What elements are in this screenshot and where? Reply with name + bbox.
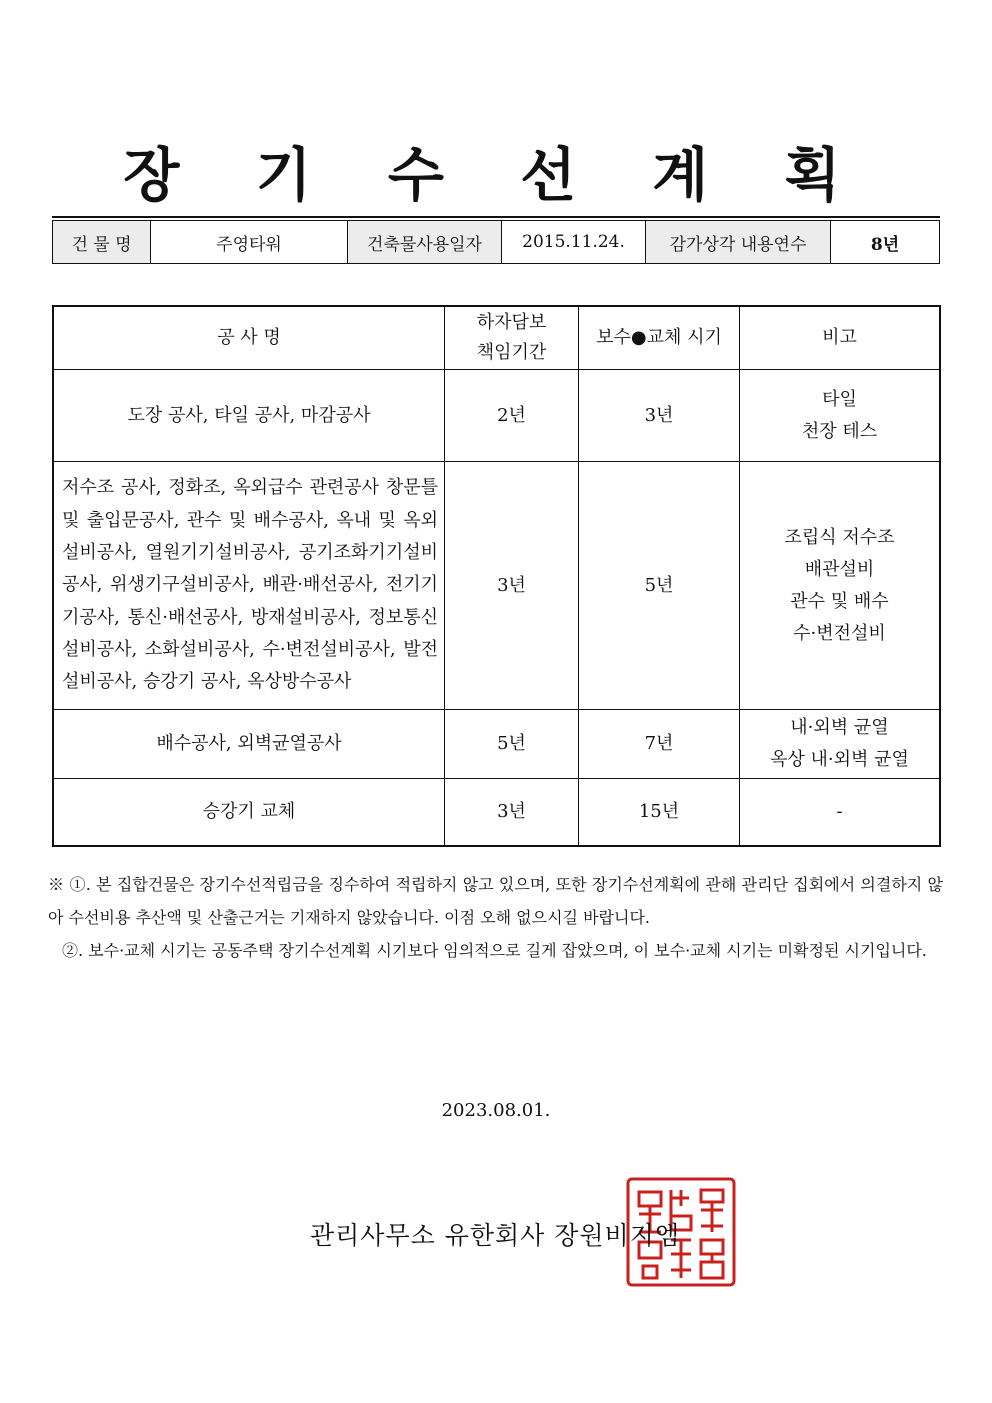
warranty-cell: 3년 [445,779,579,846]
note-line: 천장 테스 [801,420,878,442]
header-cycle: 보수●교체 시기 [579,306,740,370]
cycle-cell: 15년 [579,779,740,846]
header-note: 비고 [740,306,941,370]
note-line: 내·외벽 균열 [790,717,889,738]
table-row [53,710,940,779]
depreciation-value: 8년 [831,221,940,264]
depreciation-label: 감가상각 내용연수 [646,221,831,264]
table-row [53,370,940,462]
use-date-label: 건축물사용일자 [348,221,502,264]
cycle-cell: 3년 [579,370,740,462]
cycle-cell: 5년 [579,462,740,710]
work-cell: 배수공사, 외벽균열공사 [53,710,445,779]
table-header-row [53,306,940,370]
note-line: 관수 및 배수 [790,590,889,612]
document-date: 2023.08.01. [441,1100,551,1121]
header-work: 공 사 명 [53,306,445,370]
building-info-table [52,220,940,264]
title-rule [52,216,940,218]
table-row [53,779,940,846]
building-name-label: 건 물 명 [53,221,151,264]
cycle-cell: 7년 [579,710,740,779]
work-cell: 승강기 교체 [53,779,445,846]
note-cell [740,462,941,710]
warranty-cell: 5년 [445,710,579,779]
table-row [53,462,940,710]
document-title: 장 기 수 선 계 획 [123,141,869,209]
signer-name: 관리사무소 유한회사 장원비지엠 [310,1221,680,1250]
warranty-cell: 2년 [445,370,579,462]
header-warranty-line1: 하자담보 [476,312,547,333]
note-paragraph-2: ②. 보수·교체 시기는 공동주택 장기수선계획 시기보다 임의적으로 길게 잡았으며, 이 보수·교체 시기는 미확정된 시기입니다. [62,941,927,960]
warranty-cell: 3년 [445,462,579,710]
note-line: 조립식 저수조 [784,526,895,548]
work-cell: 저수조 공사, 정화조, 옥외급수 관련공사 창문틀 및 출입문공사, 관수 및 배수공사, 옥내 및 옥외설비공사, 열원기기설비공사, 공기조화기기설비공사, 위생기구설비공사, 배관·배선공사, 전기기기공사, 통신·배선공사, 방재설비공사, 정보통신설비공사, 소화설비공사, 수·변전설비공사, 발전설비공사, 승강기 공사, 옥상방수공사 [53,462,445,710]
building-name-value: 주영타워 [151,221,348,264]
note-line: 배관설비 [804,558,875,580]
repair-plan-table [52,305,941,847]
note-cell [740,370,941,462]
note-cell [740,779,941,846]
use-date-value: 2015.11.24. [502,221,646,264]
note-line: - [836,800,843,822]
note-cell [740,710,941,779]
note-line: 타일 [822,388,857,410]
note-line: 수·변전설비 [793,622,886,644]
notes-section [48,868,943,967]
note-paragraph-1: ※ ①. 본 집합건물은 장기수선적립금을 징수하여 적립하지 않고 있으며, 또한 장기수선계획에 관해 관리단 집회에서 의결하지 않아 수선비용 추산액 및 산출근거는 기재하지 않았습니다. 이점 오해 없으시길 바랍니다. [48,875,943,927]
header-warranty-line2: 책임기간 [476,342,547,363]
note-line: 옥상 내·외벽 균열 [770,749,909,770]
work-cell: 도장 공사, 타일 공사, 마감공사 [53,370,445,462]
header-warranty [445,306,579,370]
